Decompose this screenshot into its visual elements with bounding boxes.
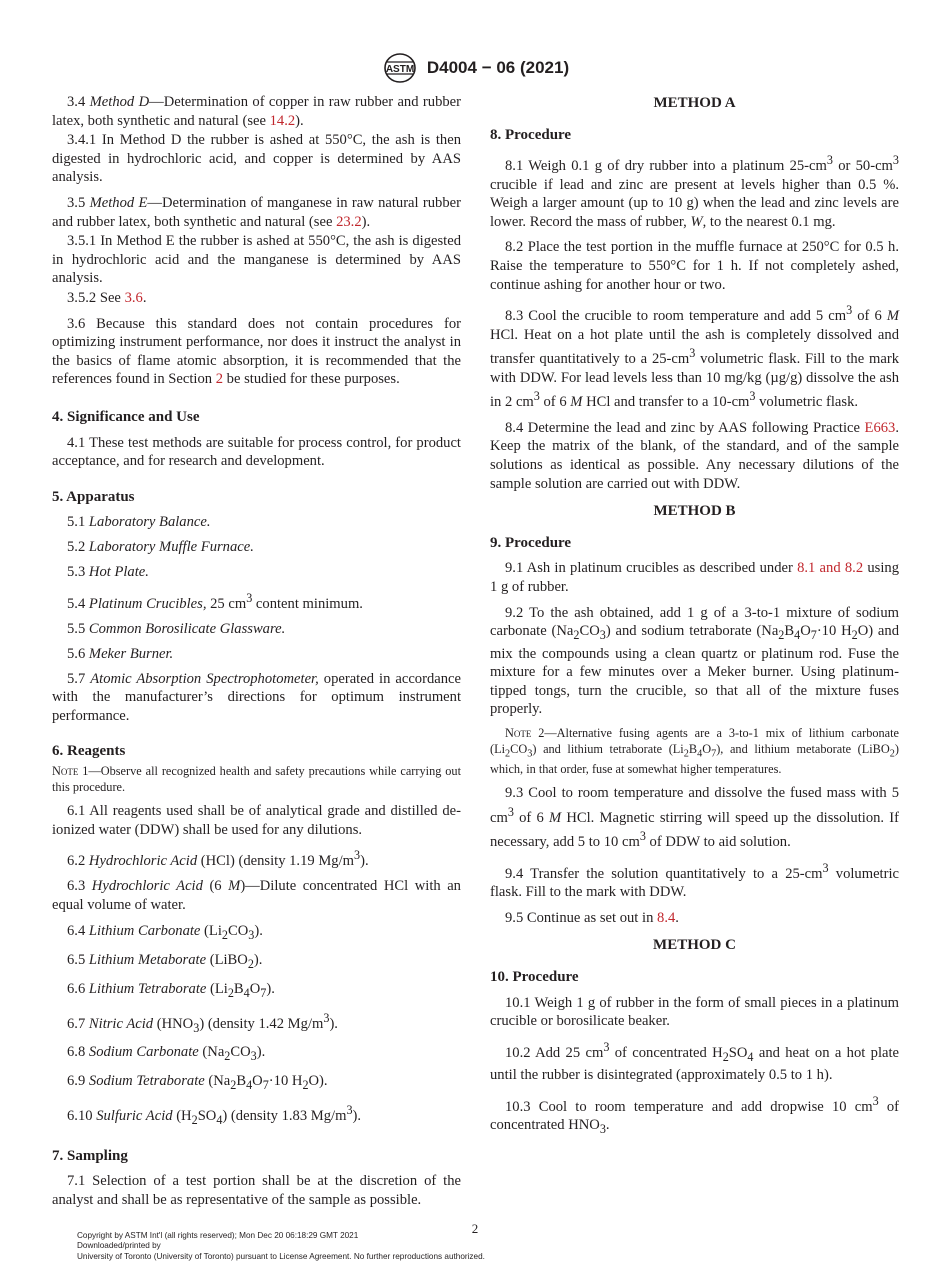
method-a-heading: METHOD A <box>653 95 736 111</box>
para-7-1: 7.1 Selection of a test portion shall be at the discretion of the analyst and shall be as representative of the sample as possible. <box>52 1173 461 1208</box>
footer-line: Downloaded/printed by <box>77 1241 161 1251</box>
para-5-7: 5.7 Atomic Absorption Spectrophotometer, operated in accordance with the manufacturer’s directions for optimum instrument performance. <box>52 670 461 724</box>
section-6-heading: 6. Reagents <box>52 743 126 760</box>
left-column <box>52 93 461 1217</box>
para-6-1: 6.1 All reagents used shall be of analytical grade and distilled de-ionized water (DDW) shall be used for any dilutions. <box>52 803 461 838</box>
para-9-2: 9.2 To the ash obtained, add 1 g of a 3-to-1 mixture of sodium carbonate $(Na_2CO_3)$ and sodium tetraborate ($Na_2B_4O_7\cdot 10$ $H_2O$) and mix the compounds using a clean quartz or platinum rod. Fuse the mixture for a few minutes over a Meker burner. Using platinum-tipped tongs, turn the crucible, so that all of the mixture fuses properly. <box>490 604 899 718</box>
reagent-item: 6.4 Lithium Carbonate $(Li_2CO_3)$. <box>67 922 263 942</box>
page-header <box>0 52 950 84</box>
ref-link-3-6[interactable]: 3.6 <box>124 289 143 306</box>
para-3-4-1: 3.4.1 In Method D the rubber is ashed at 550°C, the ash is then digested in hydrochloric acid, and copper is determined by AAS analysis. <box>52 132 461 186</box>
section-7-heading: 7. Sampling <box>52 1147 128 1164</box>
para-9-1: 9.1 Ash in platinum crucibles as described under 8.1 and 8.2 using 1 g of rubber. <box>490 560 899 595</box>
para-10-1: 10.1 Weigh 1 g of rubber in the form of small pieces in a platinum crucible or borosilicate beaker. <box>490 994 899 1030</box>
para-10-3: 10.3 Cool to room temperature and add dropwise 10 $cm^3$ of concentrated $HNO_3$. <box>490 1093 899 1137</box>
para-8-2: 8.2 Place the test portion in the muffle furnace at 250°C for 0.5 h. Raise the temperature to 550°C for 1 h. If not completely ashed, continue ashing for another hour or two. <box>490 239 899 293</box>
ref-link-8-1-8-2[interactable]: 8.1 and 8.2 <box>797 560 864 577</box>
para-8-3: 8.3 Cool the crucible to room temperature and add 5 $cm^3$ of 6 M HCl. Heat on a hot plate until the ash is completely dissolved and transfer quantitatively to a $25-cm^3$ volumetric flask. Fill to the mark with DDW. For lead levels less than 10 mg/kg (µg/g) dissolve the ash in 2 $cm^3$ of 6 M HCl and transfer to a $10-cm^3$ volumetric flask. <box>490 303 899 411</box>
section-10-heading: 10. Procedure <box>490 968 579 985</box>
apparatus-item: 5.3 Hot Plate. <box>67 564 149 581</box>
right-column <box>490 93 899 1146</box>
note-1: Note 1—Observe all recognized health and safety precautions while carrying out this procedure. <box>52 764 461 794</box>
reagent-item: 6.6 Lithium Tetraborate $(Li_2B_4O_7)$. <box>67 980 275 1000</box>
ref-link-23-2[interactable]: 23.2 <box>336 213 362 230</box>
apparatus-item: 5.5 Common Borosilicate Glassware. <box>67 620 286 637</box>
section-8-heading: 8. Procedure <box>490 126 572 143</box>
apparatus-item: 5.6 Meker Burner. <box>67 645 174 662</box>
para-10-2: 10.2 Add 25 $cm^3$ of concentrated $H_2SO_4$ and heat on a hot plate until the rubber is disintegrated (approximately 0.5 to 1 h). <box>490 1039 900 1084</box>
footer-line: Copyright by ASTM Int'l (all rights reserved); Mon Dec 20 06:18:29 GMT 2021 <box>77 1231 359 1240</box>
reagent-item: 6.8 Sodium Carbonate $(Na_2CO_3)$. <box>67 1044 266 1064</box>
para-9-3: 9.3 Cool to room temperature and dissolve the fused mass with 5 $cm^3$ of 6 M HCl. Magnetic stirring will speed up the dissolution. If necessary, add 5 to 10 $cm^3$ of DDW to aid solution. <box>490 785 899 851</box>
designation: D4004 − 06 (2021) <box>426 58 570 77</box>
apparatus-item: 5.4 Platinum Crucibles, 25 $cm^3$ content minimum. <box>67 590 363 612</box>
para-3-5: 3.5 Method E—Determination of manganese in raw natural rubber and rubber latex, both synthetic and natural (see 23.2). <box>52 194 461 230</box>
method-b-heading: METHOD B <box>653 503 736 520</box>
apparatus-item: 5.2 Laboratory Muffle Furnace. <box>67 539 254 556</box>
ref-link-e663[interactable]: E663 <box>864 419 896 436</box>
note-2: Note 2—Alternative fusing agents are a 3-to-1 mix of lithium carbonate $(Li_2CO_3)$ and lithium tetraborate $(Li_2B_4O_7)$, and lithium metaborate (LiBO$_2$) which, in that order, fuse at somewhat higher temperatures. <box>490 725 899 776</box>
section-4-heading: 4. Significance and Use <box>52 408 200 425</box>
section-5-heading: 5. Apparatus <box>52 488 135 505</box>
para-9-5: 9.5 Continue as set out in 8.4. <box>505 909 679 926</box>
ref-link-14-2[interactable]: 14.2 <box>269 112 296 129</box>
copyright-footer <box>77 1231 485 1262</box>
para-3-5-1: 3.5.1 In Method E the rubber is ashed at 550°C, the ash is digested in hydrochloric acid and the manganese is determined by AAS analysis. <box>52 233 461 287</box>
page-number: 2 <box>471 1221 479 1236</box>
para-3-6: 3.6 Because this standard does not contain procedures for optimizing instrument performance, nor does it instruct the analyst in the basics of flame atomic absorption, it is recommended that the references found in Section 2 be studied for these purposes. <box>52 315 461 388</box>
apparatus-item: 5.1 Laboratory Balance. <box>67 514 211 531</box>
para-9-4: 9.4 Transfer the solution quantitatively to a $25-cm^3$ volumetric flask. Fill to the mark with DDW. <box>490 860 899 901</box>
reagent-item: 6.5 Lithium Metaborate (LiBO$_2$). <box>67 951 263 971</box>
para-3-4: 3.4 Method D—Determination of copper in raw rubber and rubber latex, both synthetic and natural (see 14.2). <box>52 94 461 129</box>
ref-link-section-2[interactable]: 2 <box>215 371 224 388</box>
para-8-1: 8.1 Weigh 0.1 g of dry rubber into a platinum $25-cm^3$ or $50-cm^3$ crucible if lead and zinc are present at levels higher than 0.5 %. Weigh a larger amount (up to 10 g) when the lead and zinc levels are lower. Record the mass of rubber, W, to the nearest 0.1 mg. <box>490 153 899 230</box>
svg-text:ASTM: ASTM <box>385 64 415 75</box>
reagent-item: 6.2 Hydrochloric Acid (HCl) (density 1.19 $Mg/m^3$). <box>67 848 369 870</box>
reagent-item: 6.7 Nitric Acid $(HNO_3)$ (density 1.42 $Mg/m^3$). <box>67 1010 338 1035</box>
astm-logo-icon <box>381 52 419 84</box>
reagent-item: 6.9 Sodium Tetraborate ($Na_2B_4O_7\cdot 10$ $H_2O$). <box>67 1073 328 1093</box>
reagent-item: 6.3 Hydrochloric Acid (6 M)—Dilute concentrated HCl with an equal volume of water. <box>52 878 461 913</box>
section-9-heading: 9. Procedure <box>490 534 572 551</box>
para-4-1: 4.1 These test methods are suitable for process control, for product acceptance, and for research and development. <box>52 434 461 470</box>
reagent-item: 6.10 Sulfuric Acid $(H_2SO_4)$ (density 1.83 $Mg/m^3$). <box>67 1103 362 1128</box>
ref-link-8-4[interactable]: 8.4 <box>657 909 676 926</box>
method-c-heading: METHOD C <box>653 937 736 954</box>
footer-line: University of Toronto (University of Toronto) pursuant to License Agreement. No further reproductions authorized. <box>77 1251 485 1261</box>
para-3-5-2: 3.5.2 See 3.6. <box>67 289 147 306</box>
para-8-4: 8.4 Determine the lead and zinc by AAS following Practice E663. Keep the matrix of the blank, of the standard, and of the sample solutions as identical as possible. Any necessary dilutions of the sample solution are carried out with DDW. <box>490 419 899 492</box>
